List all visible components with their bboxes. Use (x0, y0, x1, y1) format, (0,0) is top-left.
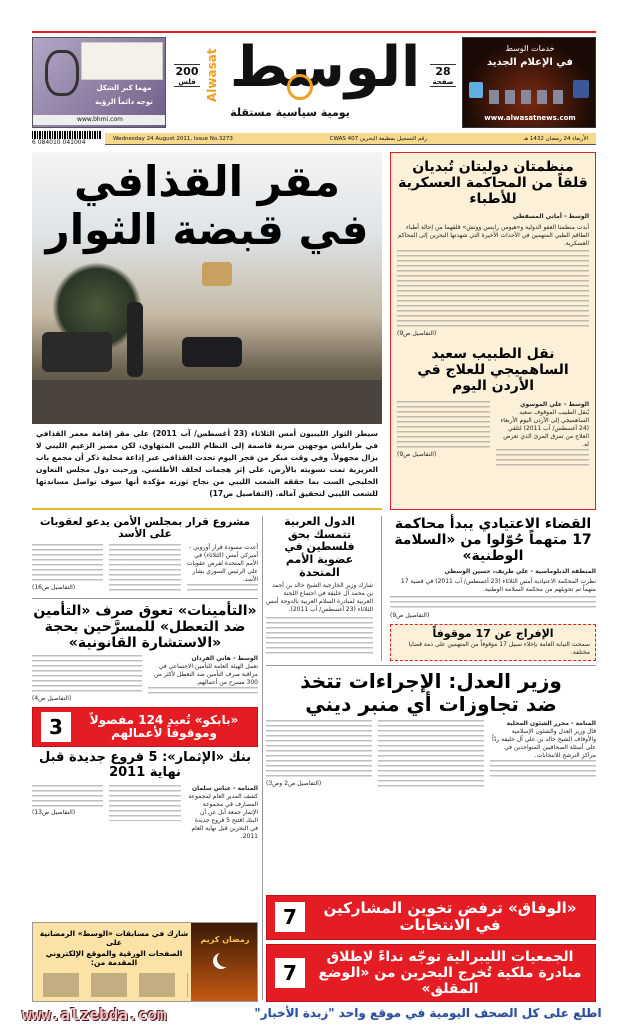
sponsor-logos (43, 973, 188, 997)
palestine-body: شارك وزير الخارجية الشيخ خالد بن أحمد بن محمد آل خليفة في اجتماع اللجنة العربية لمبادرة السلام العربية بالدوحة أمس الثلاثاء (23 أغسطس/ آب 2011). (266, 582, 373, 614)
box-ref1: (التفاصيل ص9) (397, 330, 437, 338)
box-headline: منظمتان دوليتان تُبديان قلقاً من المحاكمة العسكرية للأطباء (398, 159, 588, 208)
ithmaar-lines (109, 785, 180, 821)
hijri-date: الأربعاء 24 رمضان 1432 هـ (523, 135, 588, 142)
story-ithmaar (32, 751, 258, 841)
footer-url[interactable]: www.alzebda.com (22, 1005, 167, 1024)
story-justice (266, 670, 596, 790)
ithmaar-body: كشف المدير العام لمجموعة المصارف في مجموعة الإثمار جمعة أبل عن أن البنك افتتح 5 فروع جديدة في البحرين قبل نهاية العام 2011. (188, 793, 258, 841)
ad-ramadan[interactable] (32, 922, 258, 1002)
ad-right-subtitle: في الإعلام الجديد (487, 57, 573, 68)
box-second-body: يُنقل الطبيب الموقوف سعيد الساهميجي إلى الأردن اليوم الأربعاء (24 أغسطس/ آب 2011) لتلقي العلاج من تمزق المرئ الذي تعرض له. (500, 408, 589, 448)
road (32, 380, 382, 424)
insurance-byline: الوسط - هاني الفردان (191, 655, 258, 663)
story-assad (32, 516, 258, 594)
assad-headline: مشروع قرار بمجلس الأمن يدعو لعقوبات على الأسد (40, 516, 250, 541)
assad-lines (109, 544, 180, 594)
price-value: 200 (175, 65, 199, 78)
ad-right[interactable] (462, 37, 596, 128)
bapco-page-number: 3 (41, 712, 71, 742)
box-body-lines (397, 250, 589, 330)
ad-card (81, 42, 163, 80)
ad-right-title: خدمات الوسط (505, 44, 555, 53)
trial-body-lines (390, 596, 596, 610)
pages-unit: صفحة (432, 78, 454, 86)
release-headline: الإفراج عن 17 موقوفاً (432, 627, 554, 641)
wefaq-headline: «الوفاق» ترفض تخوين المشاركين في الانتخابات (323, 899, 577, 935)
ad-left-line2: توجه دائماً الرؤية (95, 98, 153, 106)
price-unit: فلس (178, 78, 196, 86)
lead-rule (32, 508, 382, 510)
logo-tagline: يومية سياسية مستقلة (230, 106, 350, 119)
lead-ref: (التفاصيل ص17) (209, 489, 273, 498)
left-area (32, 516, 258, 1002)
story-trial (390, 516, 596, 661)
release-body: سمحت النيابة العامة بإخلاء سبيل 17 موقوفاً من المتهمين على ذمة قضايا مختلفة. (408, 640, 590, 656)
box-release (390, 624, 596, 661)
barcode-number: 6 084010 041004 (32, 139, 86, 146)
box-byline: الوسط - أماني المسقطي (512, 213, 589, 221)
box-ref2: (التفاصيل ص9) (397, 450, 437, 458)
facebook-icon (573, 80, 589, 98)
assad-lines (32, 544, 103, 584)
box-second-lines (496, 449, 589, 469)
liberal-page-number: 7 (275, 958, 305, 988)
masthead-logo (205, 35, 427, 122)
lead-caption (36, 428, 378, 500)
ad-left-line1: مهما كبر الشكل (96, 84, 152, 92)
insurance-body: تعمل الهيئة العامة للتأمين الاجتماعي في مراقبة صرف التأمين ضد التعطل لأكثر من 300 مسرح من أعمالهم. (154, 663, 258, 687)
story-palestine (266, 516, 373, 661)
right-area (266, 516, 596, 1002)
ad-left[interactable] (32, 37, 166, 128)
ramadan-badge: رمضان كريم (200, 935, 250, 944)
wefaq-page-number: 7 (275, 902, 305, 932)
box-second-byline: الوسط - علي الموسوي (519, 400, 589, 408)
car (42, 332, 112, 372)
bapco-banner[interactable] (32, 707, 258, 747)
palestine-body-lines (266, 617, 373, 657)
trial-byline: المنطقة الدبلوماسية - علي طريف، حسين الوسطي (444, 568, 596, 576)
ithmaar-lines (32, 785, 103, 809)
box-second-headline: نقل الطبيب سعيد الساهميجي للعلاج في الأردن اليوم (417, 346, 569, 395)
story-insurance (32, 603, 258, 703)
assad-lines (187, 584, 258, 594)
right-top-row (266, 516, 596, 661)
top-rule (32, 31, 596, 33)
stethoscope-icon (45, 50, 79, 96)
box-second-lines-col2 (397, 401, 490, 451)
column-divider (381, 516, 382, 661)
justice-lines (378, 720, 484, 790)
trial-body: نظرت المحكمة الاعتيادية أمس الثلاثاء (23 أغسطس/ آب 2011) في قضية 17 متهماً تم تحويلهم من محكمة السلامة الوطنية. (400, 578, 596, 594)
logo-latin: Alwasat (205, 48, 219, 102)
liberal-banner[interactable] (266, 944, 596, 1002)
ithmaar-ref: (التفاصيل ص13) (32, 809, 76, 817)
ad-bottom-title: شارك في مسابقات «الوسط» الرمضانية على (39, 929, 189, 947)
liberal-headline: الجمعيات الليبرالية توجّه نداءً لإطلاق مبادرة ملكية تُخرج البحرين من «الوضع المقلق» (318, 948, 582, 997)
rebel-figure (127, 302, 143, 377)
ithmaar-byline: المنامة - عباس سلمان (192, 785, 258, 793)
twitter-icon (469, 82, 483, 98)
car (182, 337, 242, 367)
date-line: Wednesday 24 August 2011, Issue No.3273 (113, 135, 233, 142)
ad-left-contact: www.bhmi.com (33, 115, 166, 125)
insurance-ref: (التفاصيل ص4) (32, 695, 72, 703)
pages-value: 28 (435, 65, 451, 78)
lead-caption-text: سيطر الثوار الليبيون أمس الثلاثاء (23 أغسطس/ آب 2011) على مقر إقامة معمر القذافي في طرابلس موجهين ضربة قاصمة إلى النظام الليبي المتهاوي، لكن مصير الزعيم الليبي لا يزال مجهولاً. وفي وقت مبكر من فجر اليوم تحدث القذافي عبر إذاعة محلية ذكر أن مجمع باب العزيزية تمت تسويته بالأرض، على إثر هجمات لحلف الأطلسي. ورحبت دول مجلس التعاون الخليجي الست بما حققه الشعب الليبي من نجاح ثورته مؤكدة أنها سوف تواصل مساندتها للشعب الليبي لتحقيق آماله. (36, 429, 378, 498)
column-divider (262, 516, 263, 1000)
lead-headline: مقر القذافي في قبضة الثوار (45, 157, 369, 255)
justice-headline: وزير العدل: الإجراءات تتخذ ضد تجاوزات أي منبر ديني (300, 668, 562, 716)
globe-icon (287, 74, 313, 100)
footer-slogan: اطلع على كل الصحف اليومية في موقع واحد "زبدة الأخبار" (254, 1006, 602, 1020)
justice-byline: المنامة - محرر الشئون المحلية (506, 719, 596, 727)
bapco-headline: «بابكو» تُعيد 124 مفصولاً وموقوفاً لأعمالهم (89, 712, 239, 741)
insurance-lines (148, 687, 258, 697)
insurance-headline: «التأمينات» تعوق صرف «التأمين ضد التعطل» للمسرَّحين بحجة «الاستشارة القانونية» (33, 603, 257, 652)
registration: رقم التسجيل بمطبعة البحرين CWAS 407 (329, 135, 427, 142)
ithmaar-headline: بنك «الإثمار»: 5 فروع جديدة قبل نهاية 2011 (39, 750, 251, 781)
justice-lines (266, 720, 372, 780)
insurance-lines (32, 655, 142, 695)
app-icons (489, 90, 569, 104)
justice-lines (490, 760, 596, 780)
trial-headline: القضاء الاعتيادي يبدأ محاكمة 17 متهماً حُوّلوا من «السلامة الوطنية» (394, 516, 592, 565)
price (174, 64, 200, 87)
crescent-icon (217, 951, 233, 967)
ramadan-image (191, 923, 258, 1002)
box-story (390, 152, 596, 510)
rule (266, 665, 596, 666)
ad-bottom-subtitle: الصفحات الورقية والموقع الإلكتروني المقدمة من: (45, 949, 183, 967)
assad-body: أعدت مسودة قرار أوروبي - أميركي أمس (الثلاثاء) في الأمم المتحدة لفرض عقوبات على الرئيس السوري بشار الأسد. (186, 544, 258, 584)
assad-ref: (التفاصيل ص16) (32, 584, 76, 592)
water-tower (202, 262, 232, 286)
rule (32, 598, 258, 599)
logo-arabic: الوسط (229, 35, 421, 100)
wefaq-banner[interactable] (266, 895, 596, 940)
barcode (32, 131, 102, 146)
palestine-headline: الدول العربية تتمسك بحق فلسطين في عضوية الأمم المتحدة (284, 515, 355, 579)
info-bar (105, 133, 596, 145)
trial-ref: (التفاصيل ص9) (390, 612, 430, 620)
box-body: أبدت منظمتا العفو الدولية و«هيومن رايتس ووتش» قلقهما من إحالة أطباء الطاقم الطبي المتهمين في الأحداث الأخيرة التي شهدتها البحرين إلى المحاكم العسكرية. (397, 224, 589, 248)
justice-body: قال وزير العدل والشئون الإسلامية والأوقاف الشيخ خالد بن علي آل خليفة ردّاً على أسئلة الصحافيين المتواجدين في مراكز الترشح للانتخابات. (491, 727, 596, 759)
justice-ref: (التفاصيل ص2 وص3) (266, 779, 322, 787)
ad-right-url: www.alwasatnews.com (484, 114, 576, 122)
page-count (430, 64, 456, 87)
